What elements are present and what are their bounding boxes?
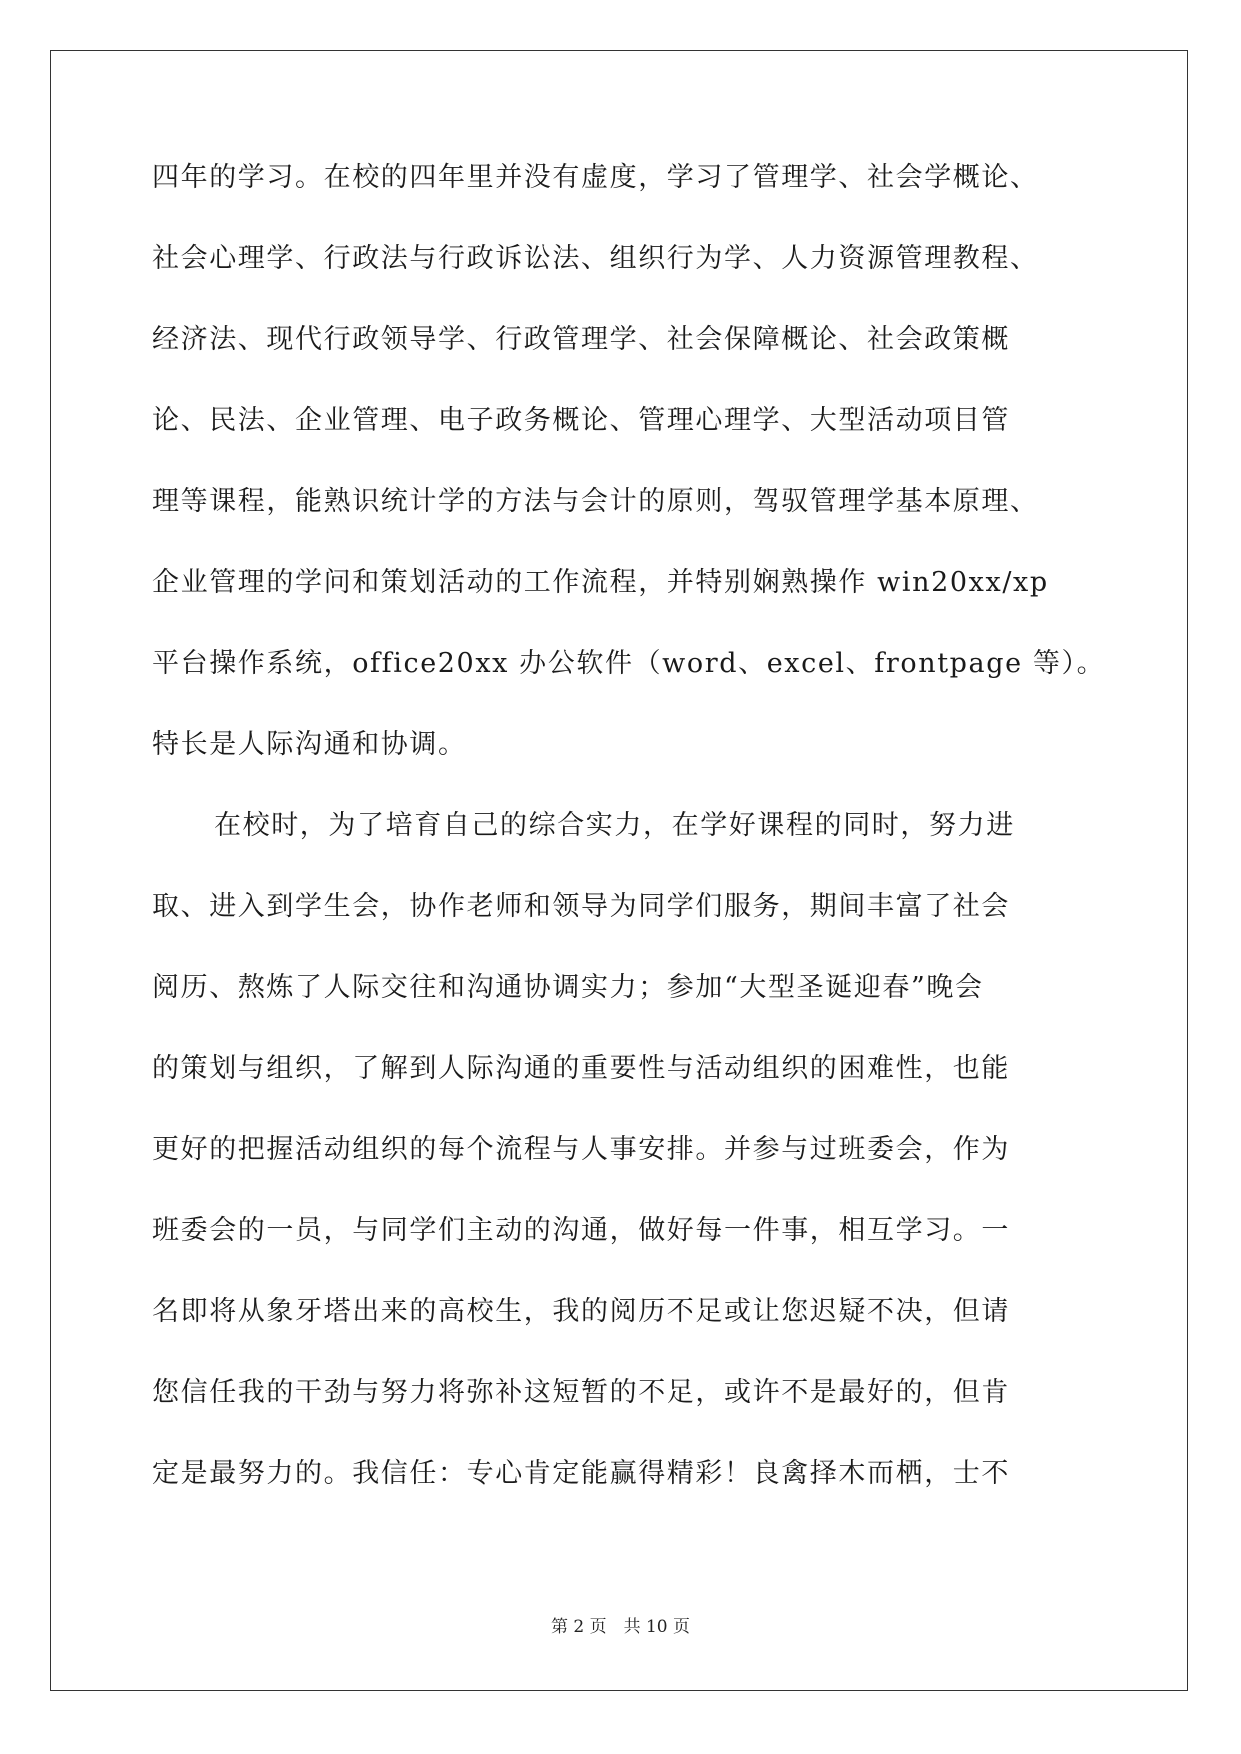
text-line: 特长是人际沟通和协调。 xyxy=(152,729,467,760)
page-footer: 第 2 页 共 10 页 xyxy=(550,1617,691,1637)
text-line: 更好的把握活动组织的每个流程与人事安排。并参与过班委会，作为 xyxy=(152,1134,1010,1165)
text-line: 取、进入到学生会，协作老师和领导为同学们服务，期间丰富了社会 xyxy=(152,891,1010,922)
document-body xyxy=(152,160,1106,1537)
text-line: 理等课程，能熟识统计学的方法与会计的原则，驾驭管理学基本原理、 xyxy=(152,486,1039,517)
paragraph-start-line: 在校时，为了培育自己的综合实力，在学好课程的同时，努力进 xyxy=(214,810,1015,841)
text-line: 阅历、熬炼了人际交往和沟通协调实力；参加“大型圣诞迎春”晚会 xyxy=(152,972,984,1003)
text-line: 经济法、现代行政领导学、行政管理学、社会保障概论、社会政策概 xyxy=(152,324,1010,355)
text-line: 社会心理学、行政法与行政诉讼法、组织行为学、人力资源管理教程、 xyxy=(152,243,1039,274)
text-line: 班委会的一员，与同学们主动的沟通，做好每一件事，相互学习。一 xyxy=(152,1215,1010,1246)
text-line: 论、民法、企业管理、电子政务概论、管理心理学、大型活动项目管 xyxy=(152,405,1010,436)
text-line: 的策划与组织，了解到人际沟通的重要性与活动组织的困难性，也能 xyxy=(152,1053,1010,1084)
text-line: 企业管理的学问和策划活动的工作流程，并特别娴熟操作 win20xx/xp xyxy=(152,567,1049,598)
text-line: 名即将从象牙塔出来的高校生，我的阅历不足或让您迟疑不决，但请 xyxy=(152,1296,1010,1327)
text-line: 四年的学习。在校的四年里并没有虚度，学习了管理学、社会学概论、 xyxy=(152,162,1039,193)
text-line: 定是最努力的。我信任：专心肯定能赢得精彩！良禽择木而栖，士不 xyxy=(152,1458,1010,1489)
text-line: 平台操作系统，office20xx 办公软件（word、excel、frontpage 等）。 xyxy=(152,648,1106,679)
text-line: 您信任我的干劲与努力将弥补这短暂的不足，或许不是最好的，但肯 xyxy=(152,1377,1010,1408)
